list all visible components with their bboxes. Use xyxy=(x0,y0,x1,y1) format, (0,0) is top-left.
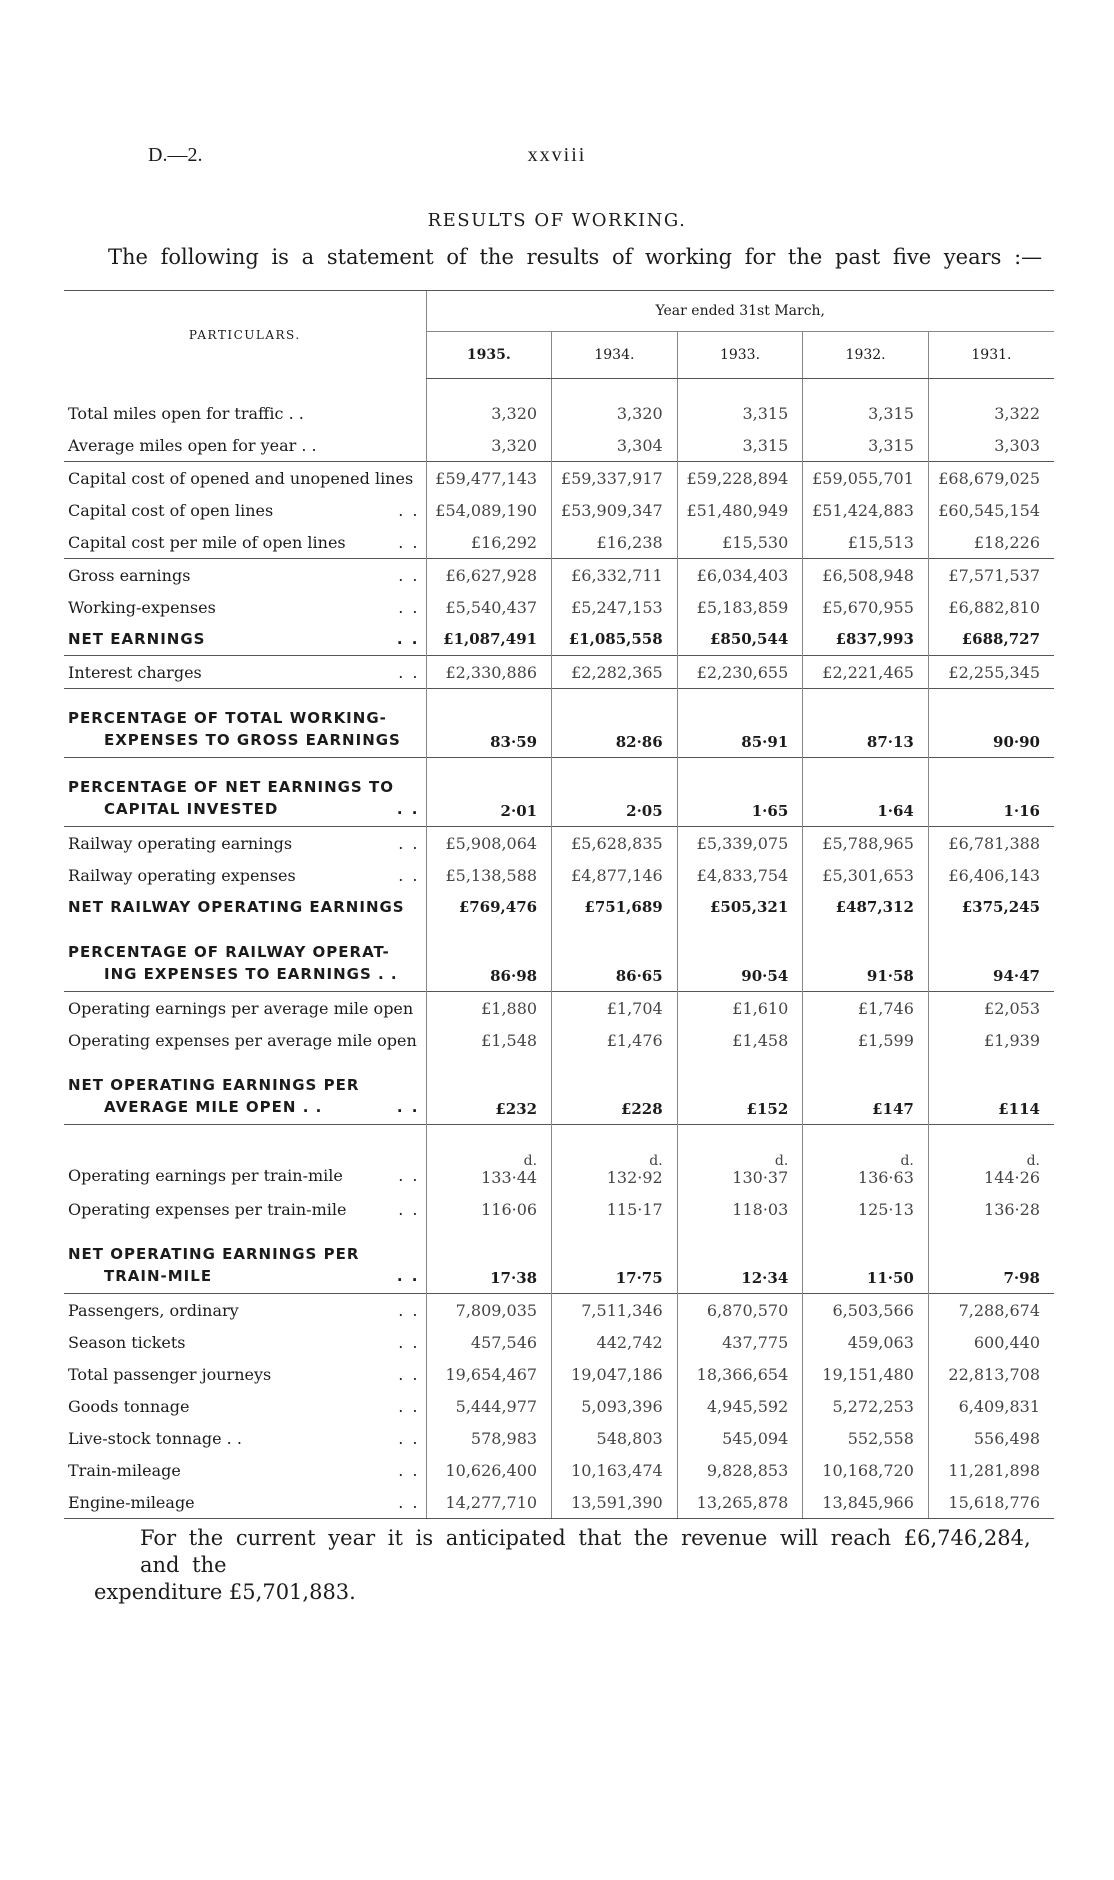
unit-pence: d. xyxy=(1026,1153,1040,1169)
document-code: D.—2. xyxy=(148,144,203,166)
cell-value: 3,303 xyxy=(928,429,1054,462)
table-row xyxy=(64,1486,1054,1519)
row-label: Average miles open for year . . xyxy=(68,435,317,455)
cell-value: £5,138,588 xyxy=(426,859,552,891)
cell-value: £1,610 xyxy=(677,992,803,1025)
cell-value: £5,788,965 xyxy=(803,827,929,860)
cell-value: 19,151,480 xyxy=(803,1358,929,1390)
cell-value: £1,458 xyxy=(677,1024,803,1056)
cell-value: £5,670,955 xyxy=(803,591,929,623)
cell-value: £1,599 xyxy=(803,1024,929,1056)
cell-value: £6,406,143 xyxy=(928,859,1054,891)
cell-value: £1,085,558 xyxy=(552,623,678,656)
row-label: . . Season tickets xyxy=(68,1332,420,1352)
unit-pence: d. xyxy=(900,1153,914,1169)
cell-value: £5,540,437 xyxy=(426,591,552,623)
closing-line-1: For the current year it is anticipated that the revenue will reach £6,746,284, and the xyxy=(140,1526,1031,1577)
cell-value: 1·65 xyxy=(677,758,803,827)
cell-value: 6,503,566 xyxy=(803,1294,929,1327)
cell-value: £16,292 xyxy=(426,526,552,559)
row-label: NET OPERATING EARNINGS PER . . AVERAGE MILE OPEN . . xyxy=(68,1076,420,1116)
cell-value: £837,993 xyxy=(803,623,929,656)
cell-value: £51,424,883 xyxy=(803,494,929,526)
cell-value: 6,870,570 xyxy=(677,1294,803,1327)
row-label: . . Total passenger journeys xyxy=(68,1364,420,1384)
cell-value: d. 130·37 xyxy=(677,1125,803,1194)
cell-value: 3,320 xyxy=(426,429,552,462)
unit-pence: d. xyxy=(649,1153,663,1169)
cell-value: £1,880 xyxy=(426,992,552,1025)
cell-value: £6,508,948 xyxy=(803,559,929,592)
intro-text: The following is a statement of the results of working for the past five years :— xyxy=(108,245,1043,269)
table-row xyxy=(64,1390,1054,1422)
cell-value: £5,247,153 xyxy=(552,591,678,623)
unit-pence: d. xyxy=(523,1153,538,1169)
table-row xyxy=(64,859,1054,891)
table-row xyxy=(64,462,1054,495)
cell-value: £505,321 xyxy=(677,891,803,923)
row-label: . . Operating earnings per train-mile xyxy=(64,1125,426,1194)
year-header-1932: 1932. xyxy=(803,332,929,379)
table-row xyxy=(64,891,1054,923)
cell-value: d. 136·63 xyxy=(803,1125,929,1194)
cell-value: £152 xyxy=(677,1056,803,1125)
table-row xyxy=(64,1024,1054,1056)
table-row xyxy=(64,689,1054,758)
cell-value: 7,288,674 xyxy=(928,1294,1054,1327)
table-row xyxy=(64,1358,1054,1390)
cell-value: £2,221,465 xyxy=(803,656,929,689)
cell-value: 22,813,708 xyxy=(928,1358,1054,1390)
cell-value: £2,255,345 xyxy=(928,656,1054,689)
cell-value: 86·98 xyxy=(426,923,552,992)
row-label: . . Capital cost of open lines xyxy=(68,500,420,520)
cell-value: 3,315 xyxy=(677,429,803,462)
row-label: . . NET EARNINGS xyxy=(68,630,420,648)
row-label: . . Capital cost per mile of open lines xyxy=(68,532,420,552)
cell-value: 136·28 xyxy=(928,1193,1054,1225)
row-label: PERCENTAGE OF RAILWAY OPERAT- ING EXPENSES TO EARNINGS . . xyxy=(68,943,398,983)
particulars-header: PARTICULARS. xyxy=(64,291,426,379)
cell-value: 3,304 xyxy=(552,429,678,462)
table-row xyxy=(64,429,1054,462)
cell-value: 4,945,592 xyxy=(677,1390,803,1422)
table-row xyxy=(64,1056,1054,1125)
cell-value: £147 xyxy=(803,1056,929,1125)
cell-value: 3,315 xyxy=(677,397,803,429)
cell-value: 548,803 xyxy=(552,1422,678,1454)
row-label: . . Goods tonnage xyxy=(68,1396,420,1416)
cell-value: 15,618,776 xyxy=(928,1486,1054,1519)
cell-value: £7,571,537 xyxy=(928,559,1054,592)
cell-value: £16,238 xyxy=(552,526,678,559)
cell-value: 459,063 xyxy=(803,1326,929,1358)
cell-value: 87·13 xyxy=(803,689,929,758)
row-label: NET RAILWAY OPERATING EARNINGS xyxy=(68,898,405,916)
cell-value: £114 xyxy=(928,1056,1054,1125)
table-row xyxy=(64,1225,1054,1294)
cell-value: £59,228,894 xyxy=(677,462,803,495)
cell-value: £5,628,835 xyxy=(552,827,678,860)
cell-value: £18,226 xyxy=(928,526,1054,559)
cell-value: 19,047,186 xyxy=(552,1358,678,1390)
cell-value: £487,312 xyxy=(803,891,929,923)
cell-value: £4,833,754 xyxy=(677,859,803,891)
row-label: . . Interest charges xyxy=(64,656,426,689)
cell-value: 11·50 xyxy=(803,1225,929,1294)
cell-value: 115·17 xyxy=(552,1193,678,1225)
cell-value: £1,548 xyxy=(426,1024,552,1056)
row-label: . . Gross earnings xyxy=(64,559,426,592)
cell-value: 3,320 xyxy=(426,397,552,429)
unit-pence: d. xyxy=(774,1153,789,1169)
row-label: PERCENTAGE OF NET EARNINGS TO . . CAPITAL INVESTED xyxy=(64,758,426,827)
table-row xyxy=(64,494,1054,526)
cell-value: 11,281,898 xyxy=(928,1454,1054,1486)
cell-value: £6,332,711 xyxy=(552,559,678,592)
year-header-1933: 1933. xyxy=(677,332,803,379)
row-label: Operating earnings per average mile open xyxy=(64,992,426,1025)
table-row xyxy=(64,827,1054,860)
cell-value: 7,511,346 xyxy=(552,1294,678,1327)
cell-value: d. 132·92 xyxy=(552,1125,678,1194)
cell-value: 86·65 xyxy=(552,923,678,992)
cell-value: 85·91 xyxy=(677,689,803,758)
table-row xyxy=(64,1422,1054,1454)
cell-value: £375,245 xyxy=(928,891,1054,923)
cell-value: 18,366,654 xyxy=(677,1358,803,1390)
row-label: . . Railway operating expenses xyxy=(68,865,420,885)
cell-value: 1·16 xyxy=(928,758,1054,827)
cell-value: 552,558 xyxy=(803,1422,929,1454)
cell-value: 7,809,035 xyxy=(426,1294,552,1327)
table-row xyxy=(64,758,1054,827)
cell-value: £6,781,388 xyxy=(928,827,1054,860)
table-row xyxy=(64,923,1054,992)
cell-value: 14,277,710 xyxy=(426,1486,552,1519)
cell-value: 3,315 xyxy=(803,429,929,462)
row-label: Operating expenses per average mile open xyxy=(68,1030,417,1050)
cell-value: 556,498 xyxy=(928,1422,1054,1454)
cell-value: 600,440 xyxy=(928,1326,1054,1358)
row-label: PERCENTAGE OF TOTAL WORKING- EXPENSES TO GROSS EARNINGS xyxy=(64,689,426,758)
cell-value: £1,939 xyxy=(928,1024,1054,1056)
table-row xyxy=(64,623,1054,656)
cell-value: 17·38 xyxy=(426,1225,552,1294)
year-header-1931: 1931. xyxy=(928,332,1054,379)
cell-value: 83·59 xyxy=(426,689,552,758)
results-of-working-table xyxy=(64,290,1054,1519)
cell-value: 13,845,966 xyxy=(803,1486,929,1519)
closing-paragraph xyxy=(94,1525,1044,1606)
cell-value: £1,087,491 xyxy=(426,623,552,656)
cell-value: £2,282,365 xyxy=(552,656,678,689)
closing-line-2: expenditure £5,701,883. xyxy=(94,1580,356,1604)
year-caption: Year ended 31st March, xyxy=(426,291,1054,332)
table-row xyxy=(64,1326,1054,1358)
cell-value: £5,183,859 xyxy=(677,591,803,623)
cell-value: 125·13 xyxy=(803,1193,929,1225)
cell-value: 13,265,878 xyxy=(677,1486,803,1519)
cell-value: £850,544 xyxy=(677,623,803,656)
cell-value: £4,877,146 xyxy=(552,859,678,891)
row-label: . . Passengers, ordinary xyxy=(64,1294,426,1327)
cell-value: 5,272,253 xyxy=(803,1390,929,1422)
table-row xyxy=(64,526,1054,559)
cell-value: £51,480,949 xyxy=(677,494,803,526)
cell-value: £6,034,403 xyxy=(677,559,803,592)
table-row xyxy=(64,1454,1054,1486)
table-row xyxy=(64,1125,1054,1194)
cell-value: 437,775 xyxy=(677,1326,803,1358)
table-row xyxy=(64,656,1054,689)
cell-value: d. 133·44 xyxy=(426,1125,552,1194)
cell-value: 2·01 xyxy=(426,758,552,827)
cell-value: 90·54 xyxy=(677,923,803,992)
section-title: RESULTS OF WORKING. xyxy=(427,210,687,231)
cell-value: £6,882,810 xyxy=(928,591,1054,623)
cell-value: 5,093,396 xyxy=(552,1390,678,1422)
cell-value: £688,727 xyxy=(928,623,1054,656)
cell-value: 116·06 xyxy=(426,1193,552,1225)
cell-value: 91·58 xyxy=(803,923,929,992)
table-row xyxy=(64,591,1054,623)
cell-value: d. 144·26 xyxy=(928,1125,1054,1194)
cell-value: £5,908,064 xyxy=(426,827,552,860)
cell-value: 2·05 xyxy=(552,758,678,827)
cell-value: £60,545,154 xyxy=(928,494,1054,526)
cell-value: 7·98 xyxy=(928,1225,1054,1294)
cell-value: 12·34 xyxy=(677,1225,803,1294)
cell-value: £54,089,190 xyxy=(426,494,552,526)
cell-value: 10,163,474 xyxy=(552,1454,678,1486)
table-row xyxy=(64,559,1054,592)
cell-value: 3,320 xyxy=(552,397,678,429)
cell-value: £1,746 xyxy=(803,992,929,1025)
cell-value: £68,679,025 xyxy=(928,462,1054,495)
cell-value: £15,513 xyxy=(803,526,929,559)
cell-value: £6,627,928 xyxy=(426,559,552,592)
year-header-1934: 1934. xyxy=(552,332,678,379)
cell-value: £2,053 xyxy=(928,992,1054,1025)
cell-value: £2,230,655 xyxy=(677,656,803,689)
cell-value: 19,654,467 xyxy=(426,1358,552,1390)
cell-value: 90·90 xyxy=(928,689,1054,758)
cell-value: £769,476 xyxy=(426,891,552,923)
cell-value: 578,983 xyxy=(426,1422,552,1454)
cell-value: £59,337,917 xyxy=(552,462,678,495)
table-row xyxy=(64,1294,1054,1327)
cell-value: 9,828,853 xyxy=(677,1454,803,1486)
cell-value: £5,339,075 xyxy=(677,827,803,860)
cell-value: 17·75 xyxy=(552,1225,678,1294)
cell-value: 442,742 xyxy=(552,1326,678,1358)
cell-value: £232 xyxy=(426,1056,552,1125)
cell-value: 545,094 xyxy=(677,1422,803,1454)
cell-value: 118·03 xyxy=(677,1193,803,1225)
cell-value: 457,546 xyxy=(426,1326,552,1358)
row-label: Total miles open for traffic . . xyxy=(68,403,304,423)
cell-value: 13,591,390 xyxy=(552,1486,678,1519)
row-label: . . Live-stock tonnage . . xyxy=(68,1428,420,1448)
table-row xyxy=(64,992,1054,1025)
cell-value: 94·47 xyxy=(928,923,1054,992)
cell-value: £15,530 xyxy=(677,526,803,559)
table-row xyxy=(64,397,1054,429)
cell-value: 10,168,720 xyxy=(803,1454,929,1486)
row-label: . . Railway operating earnings xyxy=(64,827,426,860)
table-body xyxy=(64,379,1054,1519)
cell-value: £2,330,886 xyxy=(426,656,552,689)
cell-value: £228 xyxy=(552,1056,678,1125)
cell-value: 3,315 xyxy=(803,397,929,429)
cell-value: £1,704 xyxy=(552,992,678,1025)
row-label: Capital cost of opened and unopened lines xyxy=(64,462,426,495)
year-header-1935: 1935. xyxy=(426,332,552,379)
row-label: NET OPERATING EARNINGS PER . . TRAIN-MILE xyxy=(68,1245,420,1285)
cell-value: 82·86 xyxy=(552,689,678,758)
row-label: . . Operating expenses per train-mile xyxy=(68,1199,420,1219)
cell-value: £59,477,143 xyxy=(426,462,552,495)
cell-value: 3,322 xyxy=(928,397,1054,429)
cell-value: 6,409,831 xyxy=(928,1390,1054,1422)
cell-value: 10,626,400 xyxy=(426,1454,552,1486)
cell-value: 1·64 xyxy=(803,758,929,827)
cell-value: £751,689 xyxy=(552,891,678,923)
cell-value: 5,444,977 xyxy=(426,1390,552,1422)
row-label: . . Working-expenses xyxy=(68,597,420,617)
cell-value: £1,476 xyxy=(552,1024,678,1056)
row-label: . . Train-mileage xyxy=(68,1460,420,1480)
cell-value: £53,909,347 xyxy=(552,494,678,526)
cell-value: £5,301,653 xyxy=(803,859,929,891)
cell-value: £59,055,701 xyxy=(803,462,929,495)
table-row xyxy=(64,1193,1054,1225)
page-number: xxviii xyxy=(527,144,587,166)
row-label: . . Engine-mileage xyxy=(64,1486,426,1519)
